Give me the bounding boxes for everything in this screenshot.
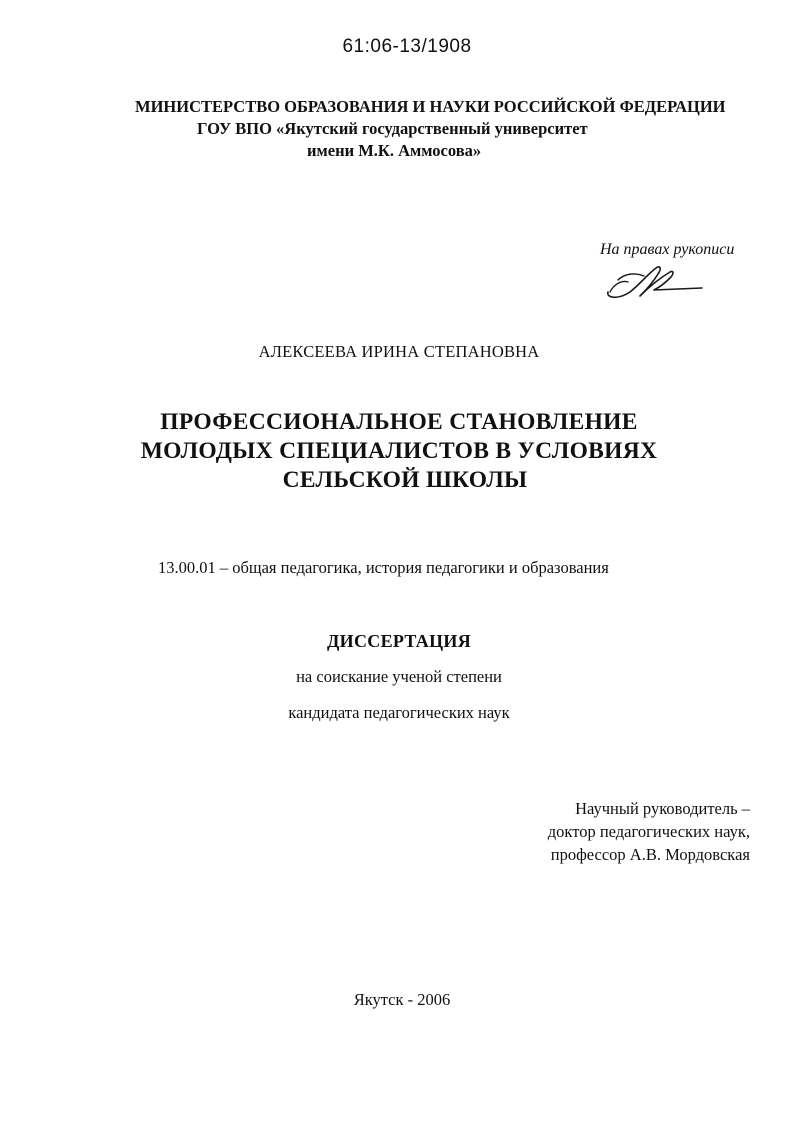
manuscript-rights-note: На правах рукописи — [600, 241, 735, 258]
author-name: АЛЕКСЕЕВА ИРИНА СТЕПАНОВНА — [258, 342, 540, 361]
supervisor-degree: доктор педагогических наук, — [547, 822, 750, 841]
degree-line-1: на соискание ученой степени — [296, 667, 502, 686]
organization-line-ministry: МИНИСТЕРСТВО ОБРАЗОВАНИЯ И НАУКИ РОССИЙСКОЙ ФЕДЕРАЦИИ — [135, 97, 726, 116]
organization-line-university: ГОУ ВПО «Якутский государственный университет — [197, 119, 588, 138]
title-line-3: СЕЛЬСКОЙ ШКОЛЫ — [282, 467, 528, 493]
title-line-1: ПРОФЕССИОНАЛЬНОЕ СТАНОВЛЕНИЕ — [160, 409, 638, 435]
supervisor-role: Научный руководитель – — [575, 799, 750, 818]
signature-icon — [604, 262, 708, 304]
supervisor-name: профессор А.В. Мордовская — [550, 845, 750, 864]
degree-line-2: кандидата педагогических наук — [288, 703, 510, 722]
title-line-2: МОЛОДЫХ СПЕЦИАЛИСТОВ В УСЛОВИЯХ — [140, 438, 658, 464]
city-year: Якутск - 2006 — [353, 990, 451, 1009]
document-type: ДИССЕРТАЦИЯ — [326, 631, 471, 651]
archive-code: 61:06-13/1908 — [342, 36, 472, 57]
specialty-code: 13.00.01 – общая педагогика, история педагогики и образования — [158, 558, 609, 577]
organization-line-named-after: имени М.К. Аммосова» — [307, 141, 482, 160]
